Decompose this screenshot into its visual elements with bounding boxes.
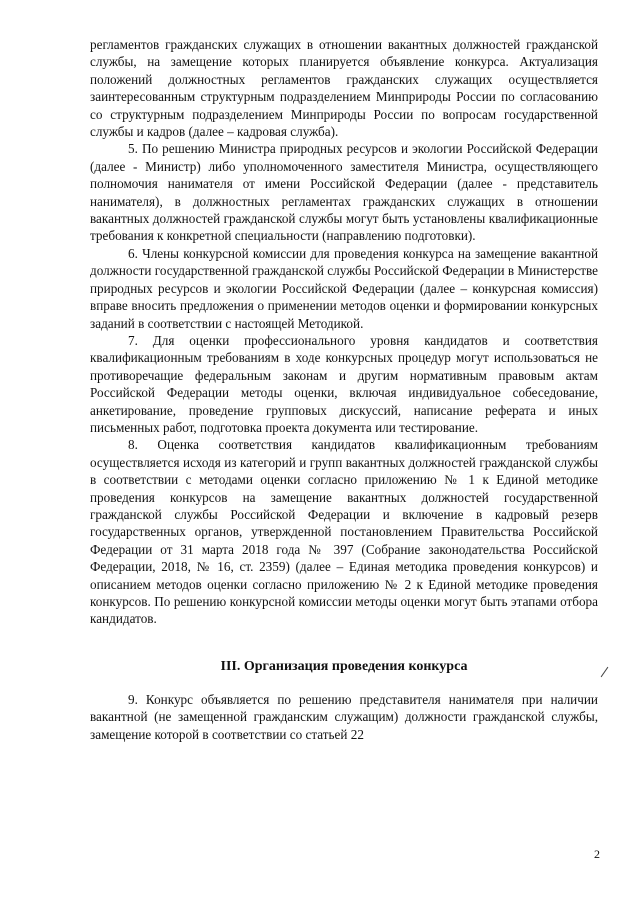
paragraph-7: 7. Для оценки профессионального уровня кандидатов и соответствия квалификационным требованиям в ходе конкурсных процедур могут использоваться не противоречащие федеральным законам и другим нормативным правовым актам Российской Федерации методы оценки, включая индивидуальное собеседование, анкетирование, проведение групповых дискуссий, написание реферата и иных письменных работ, подготовка проекта документа или тестирование. [90,332,598,435]
paragraph-5: 5. По решению Министра природных ресурсов и экологии Российской Федерации (далее - Министр) либо уполномоченного заместителя Министра, осуществляющего полномочия нанимателя от имени Российской Федерации (далее - представитель нанимателя), в должностных регламентах гражданских служащих в отношении вакантных должностей гражданской службы могут быть установлены квалификационные требования к конкретной специальности (направлению подготовки). [90,141,598,244]
paragraph-6: 6. Члены конкурсной комиссии для проведения конкурса на замещение вакантной должности государственной гражданской службы Российской Федерации в Министерстве природных ресурсов и экологии Российской Федерации (далее – конкурсная комиссия) вправе вносить предложения о применении методов оценки и формировании конкурсных заданий в соответствии с настоящей Методикой. [90,245,598,331]
paragraph-continuation: регламентов гражданских служащих в отношении вакантных должностей гражданской службы, на замещение которых планируется объявление конкурса. Актуализация положений должностных регламентов гражданских служащих осуществляется заинтересованным структурным подразделением Минприроды России по согласованию со структурным подразделением Минприроды России по вопросам государственной службы и кадров (далее – кадровая служба). [90,37,598,140]
margin-pen-mark [601,667,609,677]
page-number: 2 [594,847,600,861]
paragraph-8: 8. Оценка соответствия кандидатов квалификационным требованиям осуществляется исходя из категорий и групп вакантных должностей гражданской службы в соответствии с методами оценки согласно приложению № 1 к Единой методике проведения конкурсов на замещение вакантных должностей государственной гражданской службы Российской Федерации и включение в кадровый резерв государственных органов, утвержденной постановлением Правительства Российской Федерации от 31 марта 2018 года № 397 (Собрание законодательства Российской Федерации, 2018, № 16, ст. 2359) (далее – Единая методика проведения конкурсов) и описанием методов оценки согласно приложению № 2 к Единой методике проведения конкурсов. По решению конкурсной комиссии методы оценки могут быть этапами отбора кандидатов. [90,437,598,627]
section-heading: III. Организация проведения конкурса [220,658,468,674]
paragraph-9: 9. Конкурс объявляется по решению представителя нанимателя при наличии вакантной (не замещенной гражданским служащим) должности гражданской службы, замещение которой в соответствии со статьей 22 [90,691,598,742]
